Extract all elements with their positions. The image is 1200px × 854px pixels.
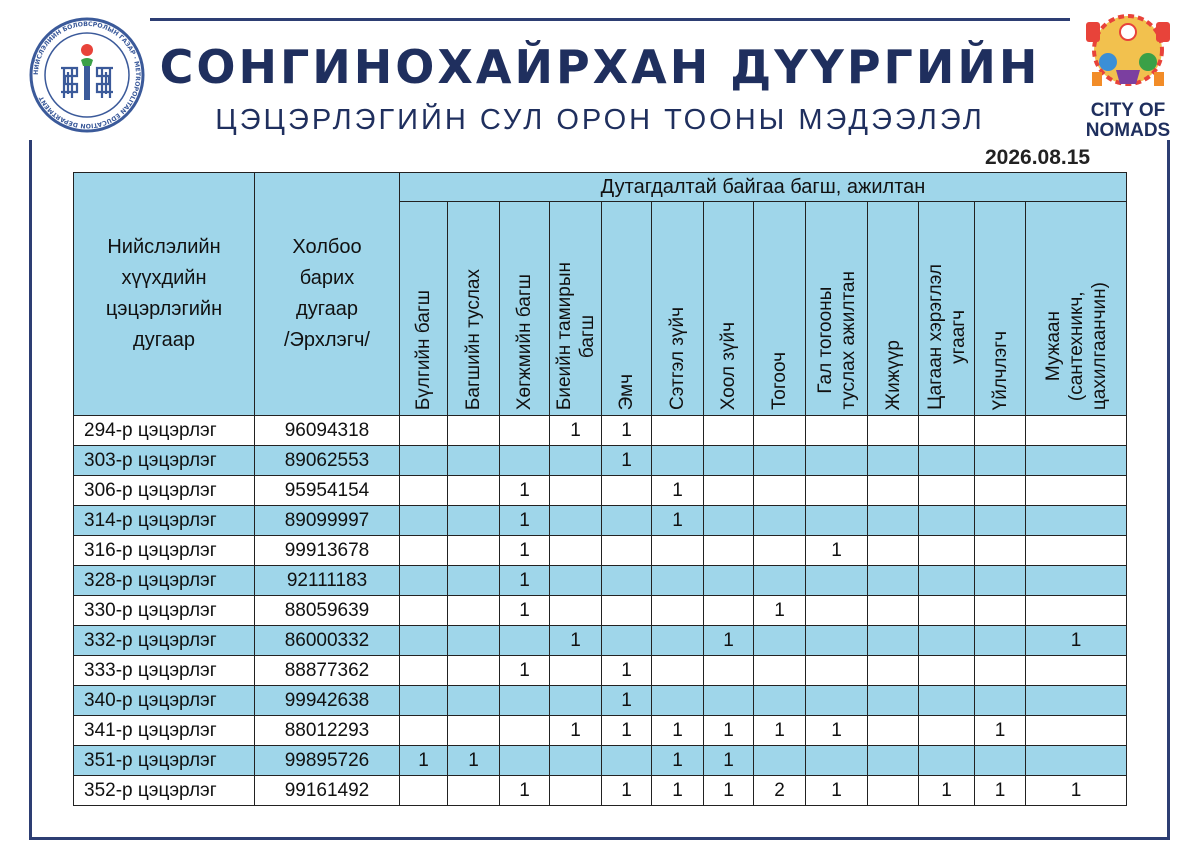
vacancy-count-cell xyxy=(550,536,602,566)
vacancy-count-cell xyxy=(975,446,1026,476)
vacancy-count-cell xyxy=(754,476,806,506)
phone-cell: 88012293 xyxy=(255,716,400,746)
vacancy-count-cell xyxy=(652,536,704,566)
vacancy-count-cell xyxy=(448,416,500,446)
table-row xyxy=(74,506,1127,536)
vacancy-count-cell xyxy=(400,506,448,536)
vacancy-count-cell xyxy=(868,536,919,566)
column-header-line: Хоол зүйч xyxy=(718,321,739,410)
kindergarten-name-cell: 303-р цэцэрлэг xyxy=(74,446,255,476)
column-header xyxy=(868,202,919,416)
vacancy-count-cell xyxy=(754,446,806,476)
vacancy-count-cell: 1 xyxy=(500,506,550,536)
vacancy-count-cell: 1 xyxy=(550,416,602,446)
vacancy-count-cell xyxy=(602,566,652,596)
vacancy-count-cell: 1 xyxy=(500,596,550,626)
vacancy-count-cell xyxy=(754,626,806,656)
vacancy-count-cell: 1 xyxy=(400,746,448,776)
header-phone-line: барих xyxy=(299,267,355,289)
vacancy-count-cell: 1 xyxy=(806,776,868,806)
table-row xyxy=(74,716,1127,746)
page-title: СОНГИНОХАЙРХАН ДҮҮРГИЙН xyxy=(159,40,1041,94)
vacancy-count-cell xyxy=(602,626,652,656)
vacancy-count-cell xyxy=(448,446,500,476)
education-department-logo xyxy=(28,16,146,134)
vacancy-count-cell: 1 xyxy=(500,656,550,686)
table-row xyxy=(74,656,1127,686)
vacancy-count-cell: 1 xyxy=(602,776,652,806)
vacancy-count-cell: 1 xyxy=(652,716,704,746)
vacancy-count-cell xyxy=(806,446,868,476)
vacancy-count-cell xyxy=(919,746,975,776)
vacancy-count-cell xyxy=(448,566,500,596)
vacancy-count-cell xyxy=(919,596,975,626)
column-header-label xyxy=(768,344,791,410)
vacancy-count-cell: 1 xyxy=(975,716,1026,746)
column-header-label xyxy=(615,366,638,410)
column-header xyxy=(704,202,754,416)
header-name-line: дугаар xyxy=(133,329,195,351)
vacancy-count-cell xyxy=(400,656,448,686)
column-header-line: Мужаан xyxy=(1042,310,1064,381)
kindergarten-name-cell: 332-р цэцэрлэг xyxy=(74,626,255,656)
vacancy-count-cell xyxy=(550,476,602,506)
vacancy-count-cell xyxy=(550,686,602,716)
vacancy-count-cell xyxy=(806,566,868,596)
vacancy-count-cell xyxy=(500,446,550,476)
vacancy-count-cell xyxy=(652,626,704,656)
vacancy-count-cell xyxy=(868,776,919,806)
vacancy-count-cell xyxy=(550,596,602,626)
kindergarten-name-cell: 341-р цэцэрлэг xyxy=(74,716,255,746)
vacancy-table xyxy=(73,172,1127,806)
vacancy-count-cell xyxy=(652,686,704,716)
phone-cell: 99942638 xyxy=(255,686,400,716)
column-header-label xyxy=(513,266,536,410)
vacancy-count-cell: 1 xyxy=(704,626,754,656)
vacancy-count-cell xyxy=(975,476,1026,506)
column-header xyxy=(754,202,806,416)
vacancy-count-cell: 1 xyxy=(550,626,602,656)
frame-line-bottom xyxy=(29,837,1170,840)
city-of-nomads-logo xyxy=(1072,10,1184,141)
vacancy-count-cell xyxy=(400,446,448,476)
vacancy-count-cell xyxy=(975,596,1026,626)
vacancy-count-cell: 1 xyxy=(500,566,550,596)
column-header xyxy=(806,202,868,416)
vacancy-count-cell: 1 xyxy=(652,476,704,506)
kindergarten-name-cell: 351-р цэцэрлэг xyxy=(74,746,255,776)
vacancy-count-cell xyxy=(704,446,754,476)
vacancy-count-cell xyxy=(754,656,806,686)
vacancy-count-cell: 1 xyxy=(550,716,602,746)
phone-cell: 95954154 xyxy=(255,476,400,506)
table-row xyxy=(74,536,1127,566)
phone-cell: 99913678 xyxy=(255,536,400,566)
vacancy-count-cell xyxy=(754,746,806,776)
vacancy-count-cell xyxy=(919,686,975,716)
vacancy-count-cell xyxy=(919,536,975,566)
phone-cell: 99161492 xyxy=(255,776,400,806)
vacancy-count-cell xyxy=(1026,476,1127,506)
vacancy-count-cell xyxy=(704,416,754,446)
vacancy-count-cell xyxy=(704,596,754,626)
column-header xyxy=(602,202,652,416)
vacancy-count-cell xyxy=(400,566,448,596)
vacancy-count-cell xyxy=(806,686,868,716)
vacancy-count-cell xyxy=(754,686,806,716)
column-header xyxy=(500,202,550,416)
vacancy-count-cell: 1 xyxy=(975,776,1026,806)
kindergarten-name-cell: 314-р цэцэрлэг xyxy=(74,506,255,536)
vacancy-count-cell: 1 xyxy=(919,776,975,806)
frame-line-left xyxy=(29,140,32,840)
logo-ring-text: НИЙСЛЭЛИЙН БОЛОВСРОЛЫН ГАЗАР · METROPOLITAN EDUCATION DEPARTMENT xyxy=(32,20,142,130)
vacancy-count-cell xyxy=(400,626,448,656)
vacancy-count-cell xyxy=(806,656,868,686)
column-header xyxy=(400,202,448,416)
vacancy-count-cell: 2 xyxy=(754,776,806,806)
vacancy-count-cell xyxy=(868,716,919,746)
vacancy-count-cell xyxy=(448,776,500,806)
vacancy-count-cell xyxy=(975,626,1026,656)
phone-cell: 88877362 xyxy=(255,656,400,686)
vacancy-count-cell xyxy=(754,506,806,536)
vacancy-count-cell: 1 xyxy=(652,776,704,806)
city-of-nomads-line1: CITY OF xyxy=(1090,100,1166,121)
vacancy-count-cell xyxy=(806,746,868,776)
column-header-line: цахилгаанчин) xyxy=(1088,281,1110,410)
vacancy-count-cell xyxy=(868,626,919,656)
vacancy-count-cell xyxy=(652,446,704,476)
vacancy-count-cell xyxy=(652,566,704,596)
vacancy-count-cell xyxy=(975,746,1026,776)
vacancy-count-cell xyxy=(868,506,919,536)
vacancy-count-cell: 1 xyxy=(754,596,806,626)
vacancy-count-cell: 1 xyxy=(448,746,500,776)
table-row xyxy=(74,446,1127,476)
report-date: 2026.08.15 xyxy=(985,146,1091,169)
column-header xyxy=(652,202,704,416)
phone-cell: 86000332 xyxy=(255,626,400,656)
vacancy-count-cell xyxy=(919,656,975,686)
phone-cell: 96094318 xyxy=(255,416,400,446)
kindergarten-name-cell: 340-р цэцэрлэг xyxy=(74,686,255,716)
vacancy-count-cell xyxy=(448,536,500,566)
vacancy-count-cell xyxy=(448,656,500,686)
header-phone-line: дугаар xyxy=(296,298,358,320)
table-row xyxy=(74,776,1127,806)
vacancy-count-cell xyxy=(602,476,652,506)
vacancy-count-cell: 1 xyxy=(500,776,550,806)
vacancy-count-cell xyxy=(975,686,1026,716)
vacancy-count-cell xyxy=(400,536,448,566)
vacancy-count-cell xyxy=(602,536,652,566)
vacancy-count-cell xyxy=(400,476,448,506)
vacancy-count-cell: 1 xyxy=(602,446,652,476)
vacancy-count-cell xyxy=(550,656,602,686)
phone-cell: 89062553 xyxy=(255,446,400,476)
vacancy-count-cell: 1 xyxy=(500,476,550,506)
header-name-line: цэцэрлэгийн xyxy=(105,298,223,320)
kindergarten-name-cell: 352-р цэцэрлэг xyxy=(74,776,255,806)
vacancy-count-cell xyxy=(868,686,919,716)
column-header-label xyxy=(666,299,689,410)
vacancy-count-cell xyxy=(400,686,448,716)
column-header-line: угаагч xyxy=(947,310,969,365)
vacancy-count-cell xyxy=(754,536,806,566)
vacancy-count-cell xyxy=(704,476,754,506)
column-header-line: Жижүүр xyxy=(882,339,904,410)
vacancy-count-cell xyxy=(1026,536,1127,566)
column-header-label xyxy=(412,282,435,410)
kindergarten-name-cell: 316-р цэцэрлэг xyxy=(74,536,255,566)
vacancy-count-cell xyxy=(652,596,704,626)
vacancy-count-cell xyxy=(448,626,500,656)
column-header-label xyxy=(814,263,860,410)
vacancy-count-cell xyxy=(704,656,754,686)
vacancy-count-cell xyxy=(704,536,754,566)
vacancy-count-cell xyxy=(868,596,919,626)
vacancy-count-cell xyxy=(602,506,652,536)
vacancy-count-cell xyxy=(868,416,919,446)
vacancy-count-cell xyxy=(868,656,919,686)
column-header-line: (сантехникч, xyxy=(1065,291,1087,401)
phone-cell: 92111183 xyxy=(255,566,400,596)
kindergarten-name-cell: 306-р цэцэрлэг xyxy=(74,476,255,506)
vacancy-count-cell xyxy=(500,626,550,656)
table-row xyxy=(74,626,1127,656)
vacancy-count-cell xyxy=(806,476,868,506)
page-subtitle: ЦЭЦЭРЛЭГИЙН СУЛ ОРОН ТООНЫ МЭДЭЭЛЭЛ xyxy=(215,104,985,136)
vacancy-count-cell xyxy=(919,506,975,536)
vacancy-count-cell xyxy=(704,686,754,716)
vacancy-count-cell xyxy=(448,716,500,746)
vacancy-count-cell: 1 xyxy=(1026,626,1127,656)
table-row xyxy=(74,476,1127,506)
vacancy-count-cell xyxy=(806,626,868,656)
frame-line-right xyxy=(1167,140,1170,840)
vacancy-count-cell xyxy=(602,746,652,776)
header-name-line: хүүхдийн xyxy=(121,267,207,289)
column-header-line: багш xyxy=(576,314,598,358)
vacancy-count-cell: 1 xyxy=(652,746,704,776)
vacancy-count-cell xyxy=(500,416,550,446)
table-row xyxy=(74,686,1127,716)
kindergarten-name-cell: 294-р цэцэрлэг xyxy=(74,416,255,446)
vacancy-count-cell: 1 xyxy=(806,536,868,566)
table-row xyxy=(74,746,1127,776)
header-phone-line: /Эрхлэгч/ xyxy=(284,329,370,351)
column-header-line: Үйлчлэгч xyxy=(989,330,1011,410)
vacancy-count-cell xyxy=(919,716,975,746)
vacancy-count-cell: 1 xyxy=(602,716,652,746)
column-header-line: Сэтгэл зүйч xyxy=(667,307,688,410)
vacancy-count-cell xyxy=(919,566,975,596)
table-row xyxy=(74,596,1127,626)
column-header-line: Гал тогооны xyxy=(814,287,836,395)
vacancy-count-cell xyxy=(806,416,868,446)
vacancy-count-cell xyxy=(652,656,704,686)
vacancy-count-cell xyxy=(806,596,868,626)
column-header xyxy=(448,202,500,416)
vacancy-count-cell xyxy=(975,656,1026,686)
vacancy-count-cell xyxy=(919,476,975,506)
vacancy-count-cell xyxy=(400,776,448,806)
column-header xyxy=(550,202,602,416)
vacancy-count-cell: 1 xyxy=(704,776,754,806)
column-header-label xyxy=(462,261,485,410)
city-of-nomads-line2: NOMADS xyxy=(1085,120,1171,141)
column-header-line: туслах ажилтан xyxy=(837,271,859,410)
column-header-label xyxy=(882,332,905,410)
phone-cell: 99895726 xyxy=(255,746,400,776)
kindergarten-name-cell: 330-р цэцэрлэг xyxy=(74,596,255,626)
vacancy-count-cell xyxy=(975,566,1026,596)
vacancy-count-cell xyxy=(550,776,602,806)
vacancy-count-cell: 1 xyxy=(704,716,754,746)
column-header-line: Эмч xyxy=(616,373,637,410)
vacancy-count-cell xyxy=(448,476,500,506)
column-header xyxy=(1026,202,1127,416)
vacancy-count-cell xyxy=(1026,566,1127,596)
column-header-label xyxy=(717,314,740,410)
column-header-line: Бүлгийн багш xyxy=(413,289,434,410)
vacancy-count-cell: 1 xyxy=(602,416,652,446)
column-header-line: Цагаан хэрэглэл xyxy=(924,264,946,410)
header-kindergarten-number xyxy=(74,173,255,416)
vacancy-count-cell: 1 xyxy=(704,746,754,776)
vacancy-count-cell xyxy=(448,596,500,626)
header-phone-line: Холбоо xyxy=(292,236,362,258)
vacancy-count-cell xyxy=(868,566,919,596)
vacancy-count-cell xyxy=(868,746,919,776)
column-header xyxy=(919,202,975,416)
vacancy-count-cell xyxy=(602,596,652,626)
vacancy-count-cell xyxy=(975,416,1026,446)
vacancy-count-cell xyxy=(1026,746,1127,776)
vacancy-count-cell xyxy=(1026,686,1127,716)
vacancy-count-cell: 1 xyxy=(602,656,652,686)
vacancy-count-cell xyxy=(1026,506,1127,536)
vacancy-count-cell xyxy=(754,566,806,596)
vacancy-count-cell xyxy=(1026,416,1127,446)
vacancy-count-cell xyxy=(1026,446,1127,476)
vacancy-count-cell: 1 xyxy=(652,506,704,536)
column-header-label xyxy=(924,256,970,410)
phone-cell: 89099997 xyxy=(255,506,400,536)
vacancy-count-cell: 1 xyxy=(602,686,652,716)
vacancy-count-cell xyxy=(975,506,1026,536)
vacancy-count-cell xyxy=(500,716,550,746)
vacancy-count-cell xyxy=(704,566,754,596)
kindergarten-name-cell: 333-р цэцэрлэг xyxy=(74,656,255,686)
vacancy-count-cell xyxy=(550,506,602,536)
vacancy-count-cell xyxy=(975,536,1026,566)
column-header-line: Биеийн тамирын xyxy=(553,261,575,410)
vacancy-count-cell xyxy=(806,506,868,536)
vacancy-count-cell xyxy=(448,686,500,716)
header-contact-phone xyxy=(255,173,400,416)
header-name-line: Нийслэлийн xyxy=(107,236,221,258)
vacancy-count-cell xyxy=(652,416,704,446)
column-header-line: Хөгжмийн багш xyxy=(514,273,535,410)
frame-line-top xyxy=(150,18,1070,21)
table-row xyxy=(74,416,1127,446)
vacancy-count-cell xyxy=(400,716,448,746)
vacancy-count-cell xyxy=(754,416,806,446)
vacancy-count-cell xyxy=(400,596,448,626)
vacancy-count-cell xyxy=(1026,656,1127,686)
table-row xyxy=(74,566,1127,596)
vacancy-count-cell xyxy=(500,746,550,776)
vacancy-count-cell xyxy=(919,446,975,476)
vacancy-count-cell: 1 xyxy=(754,716,806,746)
column-header xyxy=(975,202,1026,416)
vacancy-count-cell xyxy=(919,626,975,656)
phone-cell: 88059639 xyxy=(255,596,400,626)
column-header-label xyxy=(989,323,1012,410)
vacancy-count-cell xyxy=(868,446,919,476)
vacancy-count-cell xyxy=(550,746,602,776)
vacancy-count-cell xyxy=(448,506,500,536)
vacancy-count-cell xyxy=(400,416,448,446)
vacancy-count-cell xyxy=(500,686,550,716)
vacancy-count-cell xyxy=(868,476,919,506)
header-missing-staff-group: Дутагдалтай байгаа багш, ажилтан xyxy=(400,173,1127,202)
vacancy-count-cell xyxy=(704,506,754,536)
column-header-label xyxy=(553,254,599,410)
vacancy-count-cell xyxy=(550,446,602,476)
column-header-line: Багшийн туслах xyxy=(463,268,484,410)
column-header-label xyxy=(1042,274,1111,410)
kindergarten-name-cell: 328-р цэцэрлэг xyxy=(74,566,255,596)
vacancy-count-cell xyxy=(550,566,602,596)
vacancy-count-cell xyxy=(1026,596,1127,626)
vacancy-count-cell xyxy=(919,416,975,446)
vacancy-count-cell: 1 xyxy=(1026,776,1127,806)
vacancy-count-cell xyxy=(1026,716,1127,746)
column-header-line: Тогооч xyxy=(769,352,790,410)
vacancy-count-cell: 1 xyxy=(500,536,550,566)
vacancy-count-cell: 1 xyxy=(806,716,868,746)
